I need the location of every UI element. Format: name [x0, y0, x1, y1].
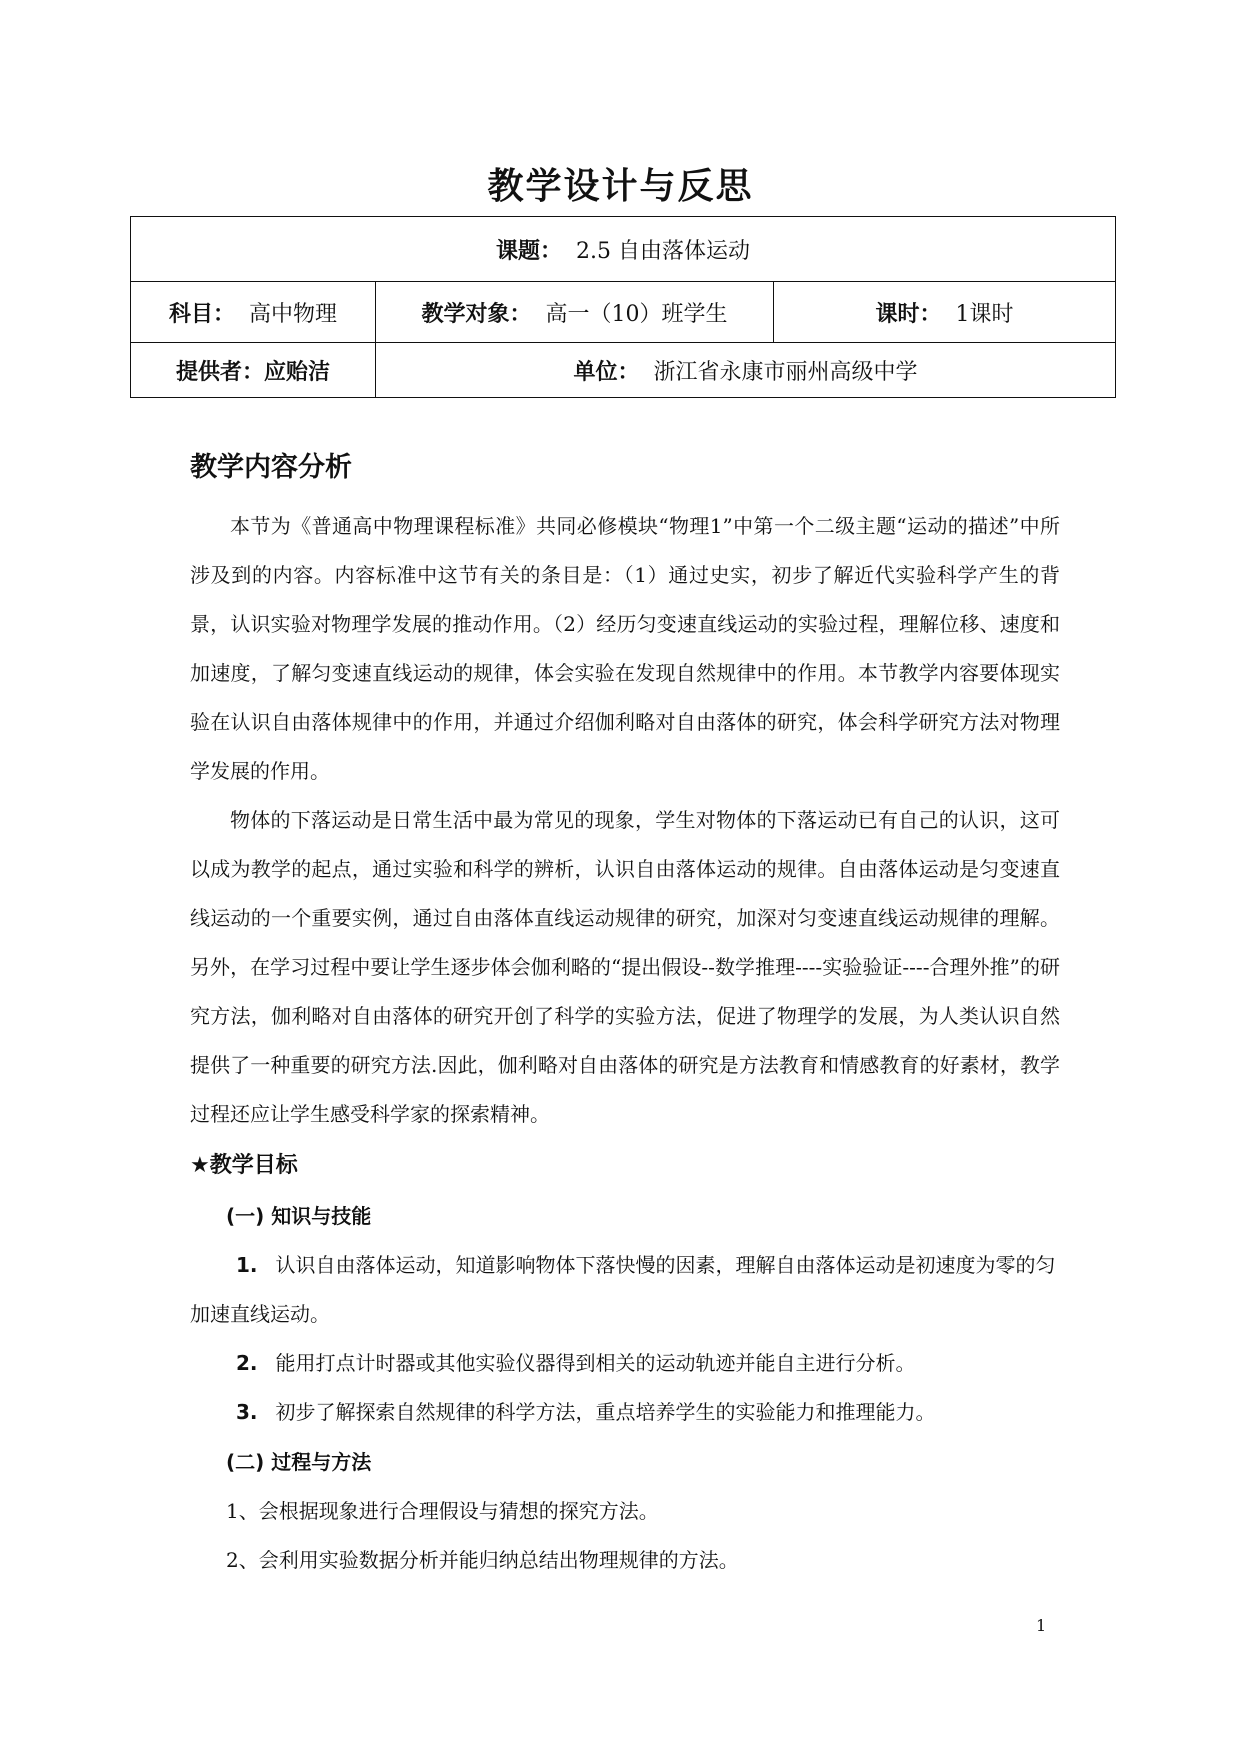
provider-cell	[131, 343, 376, 398]
provider-row	[131, 343, 1116, 398]
unit-value: 浙江省永康市丽州高级中学	[653, 359, 918, 385]
subject-value: 高中物理	[249, 301, 338, 327]
subject-cell	[131, 282, 376, 343]
process-methods-heading: (二) 过程与方法	[226, 1450, 372, 1474]
knowledge-item-2-number: 2.	[236, 1351, 258, 1375]
subject-label: 科目：	[168, 301, 235, 327]
hours-cell	[774, 282, 1116, 343]
page-number: 1	[1036, 1616, 1047, 1635]
topic-row	[131, 217, 1116, 282]
subject-row	[131, 282, 1116, 343]
knowledge-item-1-text: 认识自由落体运动，知道影响物体下落快慢的因素，理解自由落体运动是初速度为零的匀加速直线运动。	[190, 1253, 1056, 1326]
content-analysis-body	[190, 502, 1060, 1585]
process-item-1: 1、会根据现象进行合理假设与猜想的探究方法。	[226, 1499, 659, 1523]
provider-text: 提供者：应贻洁	[175, 359, 330, 385]
document-title: 教学设计与反思	[487, 166, 754, 207]
audience-value: 高一（10）班学生	[545, 301, 728, 327]
topic-label: 课题：	[496, 238, 563, 264]
unit-cell	[376, 343, 1116, 398]
audience-label: 教学对象：	[421, 301, 532, 327]
knowledge-item-1-number: 1.	[236, 1253, 258, 1277]
topic-value: 2.5 自由落体运动	[576, 238, 750, 264]
knowledge-skills-heading: (一) 知识与技能	[226, 1204, 372, 1228]
knowledge-item-2-text: 能用打点计时器或其他实验仪器得到相关的运动轨迹并能自主进行分析。	[275, 1351, 916, 1375]
knowledge-item-3-text: 初步了解探索自然规律的科学方法，重点培养学生的实验能力和推理能力。	[275, 1400, 936, 1424]
unit-label: 单位：	[573, 359, 640, 385]
lesson-info-table	[130, 216, 1116, 398]
audience-cell	[376, 282, 774, 343]
knowledge-item-3-number: 3.	[236, 1400, 258, 1424]
analysis-paragraph-2: 物体的下落运动是日常生活中最为常见的现象，学生对物体的下落运动已有自己的认识，这可以成为教学的起点，通过实验和科学的辨析，认识自由落体运动的规律。自由落体运动是匀变速直线运动的一个重要实例，通过自由落体直线运动规律的研究，加深对匀变速直线运动规律的理解。另外，在学习过程中要让学生逐步体会伽利略的“提出假设--数学推理----实验验证----合理外推”的研究方法，伽利略对自由落体的研究开创了科学的实验方法，促进了物理学的发展，为人类认识自然提供了一种重要的研究方法.因此，伽利略对自由落体的研究是方法教育和情感教育的好素材，教学过程还应让学生感受科学家的探索精神。	[190, 808, 1060, 1126]
hours-value: 1课时	[955, 301, 1014, 327]
analysis-paragraph-1: 本节为《普通高中物理课程标准》共同必修模块“物理1”中第一个二级主题“运动的描述”中所涉及到的内容。内容标准中这节有关的条目是：（1）通过史实，初步了解近代实验科学产生的背景，认识实验对物理学发展的推动作用。（2）经历匀变速直线运动的实验过程，理解位移、速度和加速度，了解匀变速直线运动的规律，体会实验在发现自然规律中的作用。本节教学内容要体现实验在认识自由落体规律中的作用，并通过介绍伽利略对自由落体的研究，体会科学研究方法对物理学发展的作用。	[190, 514, 1060, 783]
process-item-2: 2、会利用实验数据分析并能归纳总结出物理规律的方法。	[226, 1548, 739, 1572]
hours-label: 课时：	[875, 301, 942, 327]
knowledge-item-3	[190, 1388, 1060, 1437]
knowledge-item-2	[190, 1339, 1060, 1388]
objectives-heading: ★教学目标	[190, 1153, 298, 1178]
knowledge-item-1	[190, 1241, 1060, 1339]
content-analysis-heading: 教学内容分析	[190, 452, 352, 483]
topic-cell	[131, 217, 1116, 282]
